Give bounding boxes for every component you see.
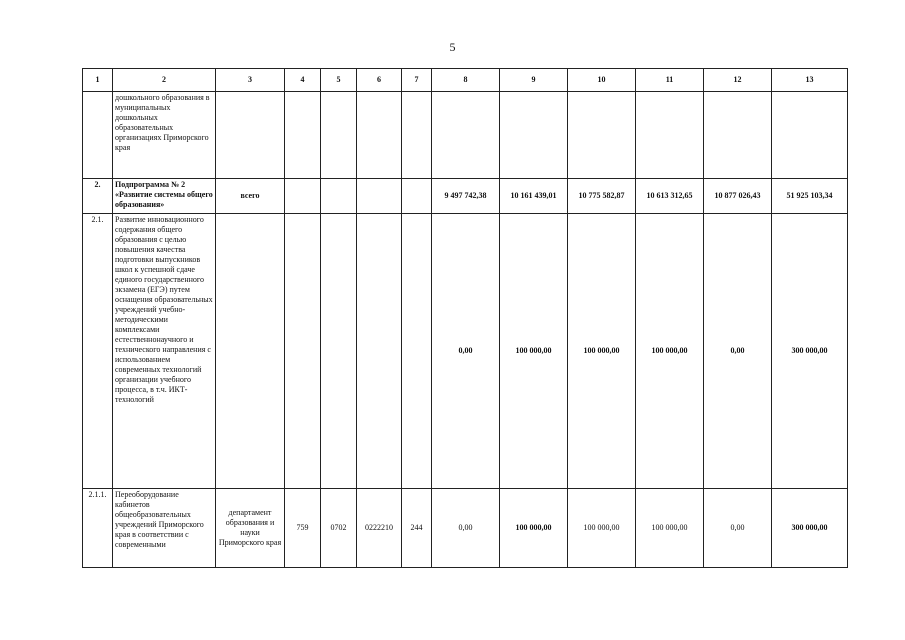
row-name: дошкольного образования в муниципальных дошкольных образовательных организациях Приморского края bbox=[113, 92, 216, 179]
row-executor bbox=[216, 92, 285, 179]
row-col6 bbox=[357, 214, 402, 489]
row-col7 bbox=[402, 92, 432, 179]
row-value-13: 51 925 103,34 bbox=[772, 179, 848, 214]
row-value-11: 100 000,00 bbox=[636, 214, 704, 489]
header-cell: 5 bbox=[321, 69, 357, 92]
row-col4 bbox=[285, 179, 321, 214]
row-value-9 bbox=[500, 92, 568, 179]
row-executor: департамент образования и науки Приморского края bbox=[216, 489, 285, 568]
row-value-10: 100 000,00 bbox=[568, 214, 636, 489]
header-cell: 3 bbox=[216, 69, 285, 92]
row-col7 bbox=[402, 214, 432, 489]
header-cell: 1 bbox=[83, 69, 113, 92]
row-value-13: 300 000,00 bbox=[772, 489, 848, 568]
row-value-13: 300 000,00 bbox=[772, 214, 848, 489]
row-value-9: 100 000,00 bbox=[500, 214, 568, 489]
row-col5: 0702 bbox=[321, 489, 357, 568]
row-col4: 759 bbox=[285, 489, 321, 568]
header-cell: 10 bbox=[568, 69, 636, 92]
row-col7: 244 bbox=[402, 489, 432, 568]
row-name: Подпрограмма № 2 «Развитие системы общего образования» bbox=[113, 179, 216, 214]
header-cell: 13 bbox=[772, 69, 848, 92]
row-value-12: 10 877 026,43 bbox=[704, 179, 772, 214]
row-col4 bbox=[285, 214, 321, 489]
row-number: 2.1. bbox=[83, 214, 113, 489]
row-col6 bbox=[357, 92, 402, 179]
row-value-11: 10 613 312,65 bbox=[636, 179, 704, 214]
row-value-8: 9 497 742,38 bbox=[432, 179, 500, 214]
row-value-10: 10 775 582,87 bbox=[568, 179, 636, 214]
header-cell: 6 bbox=[357, 69, 402, 92]
header-cell: 4 bbox=[285, 69, 321, 92]
row-number: 2.1.1. bbox=[83, 489, 113, 568]
page-number: 5 bbox=[449, 40, 456, 54]
table-row bbox=[83, 92, 848, 179]
row-value-12 bbox=[704, 92, 772, 179]
table-row bbox=[83, 214, 848, 489]
row-name: Переоборудование кабинетов общеобразовательных учреждений Приморского края в соответствии с современными bbox=[113, 489, 216, 568]
row-number: 2. bbox=[83, 179, 113, 214]
row-value-12: 0,00 bbox=[704, 489, 772, 568]
row-col7 bbox=[402, 179, 432, 214]
row-value-8: 0,00 bbox=[432, 214, 500, 489]
row-col5 bbox=[321, 214, 357, 489]
header-cell: 12 bbox=[704, 69, 772, 92]
row-col6 bbox=[357, 179, 402, 214]
row-value-8: 0,00 bbox=[432, 489, 500, 568]
row-value-11: 100 000,00 bbox=[636, 489, 704, 568]
row-value-8 bbox=[432, 92, 500, 179]
header-cell: 8 bbox=[432, 69, 500, 92]
header-cell: 7 bbox=[402, 69, 432, 92]
header-cell: 11 bbox=[636, 69, 704, 92]
row-value-10 bbox=[568, 92, 636, 179]
row-name: Развитие инновационного содержания общего образования с целью повышения качества подготовки выпускников школ к успешной сдаче единого государственного экзамена (ЕГЭ) путем оснащения образовательных учреждений учебно-методическими комплексами естественнонаучного и технического направления с использованием современных технологий организации учебного процесса, в т.ч. ИКТ-технологий bbox=[113, 214, 216, 489]
row-number bbox=[83, 92, 113, 179]
row-value-12: 0,00 bbox=[704, 214, 772, 489]
row-value-9: 10 161 439,01 bbox=[500, 179, 568, 214]
table-row bbox=[83, 179, 848, 214]
row-col5 bbox=[321, 179, 357, 214]
header-cell: 2 bbox=[113, 69, 216, 92]
header-cell: 9 bbox=[500, 69, 568, 92]
row-col6: 0222210 bbox=[357, 489, 402, 568]
row-value-10: 100 000,00 bbox=[568, 489, 636, 568]
table-row bbox=[83, 489, 848, 568]
row-value-9: 100 000,00 bbox=[500, 489, 568, 568]
budget-table bbox=[82, 68, 848, 568]
row-executor bbox=[216, 214, 285, 489]
header-row bbox=[83, 69, 848, 92]
row-executor: всего bbox=[216, 179, 285, 214]
row-value-13 bbox=[772, 92, 848, 179]
row-col5 bbox=[321, 92, 357, 179]
row-col4 bbox=[285, 92, 321, 179]
row-value-11 bbox=[636, 92, 704, 179]
